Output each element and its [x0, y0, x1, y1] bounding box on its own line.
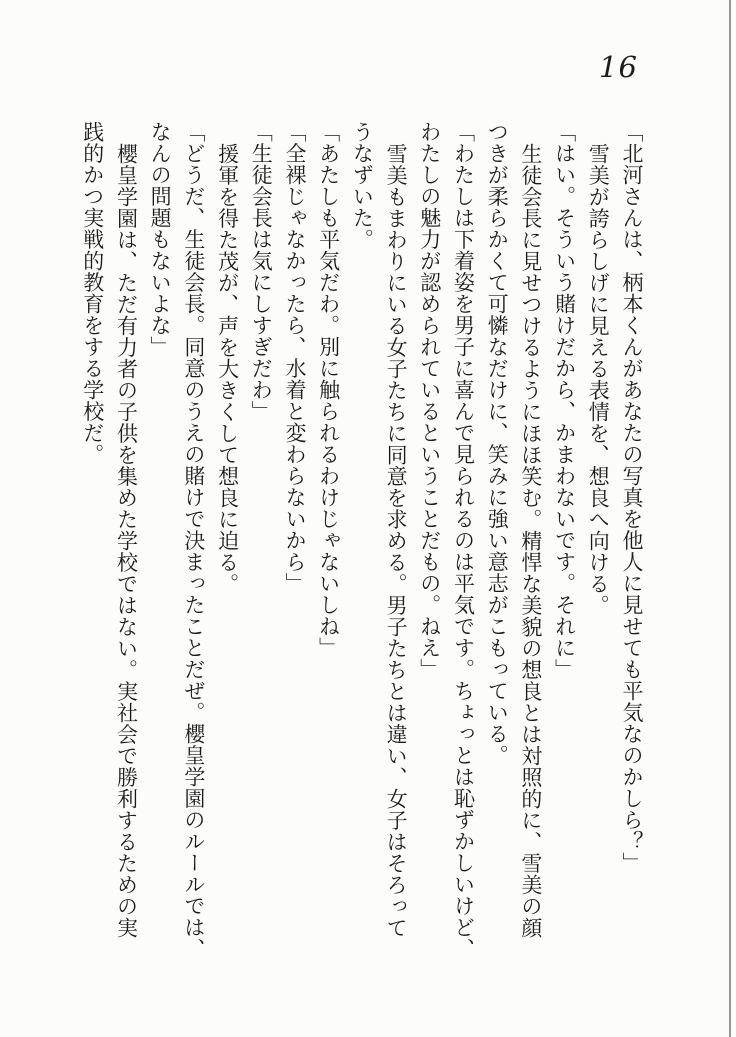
text-line: なんの問題もないよな」: [148, 121, 173, 358]
text-line: 「あたしも平気だわ。別に触られるわけじゃないしね」: [316, 121, 341, 659]
vertical-text-block: [75, 121, 648, 959]
text-line: 雪美もまわりにいる女子たちに同意を求める。男子たちとは違い、女子はそろって: [384, 142, 409, 938]
text-line: 「わたしは下着姿を男子に喜んで見られるのは平気です。ちょっとは恥ずかしいけど、: [451, 121, 476, 960]
text-line: つきが柔らかくて可憐なだけに、笑みに強い意志がこもっている。: [485, 121, 510, 766]
page-edge-divider: [729, 0, 731, 1037]
text-line: 「北河さんは、柄本くんがあなたの写真を他人に見せても平気なのかしら？」: [620, 121, 644, 874]
text-line: 「はい。そういう賭けだから、かまわないです。それに」: [552, 121, 577, 680]
text-line: 櫻皇学園は、ただ有力者の子供を集めた学校ではない。実社会で勝利するための実: [114, 142, 139, 938]
text-line: 「どうだ、生徒会長。同意のうえの賭けで決まったことだぜ。櫻皇学園のルールでは、: [181, 121, 206, 960]
page-number: 16: [599, 50, 638, 84]
text-line: 援軍を得た茂が、声を大きくして想良に迫る。: [215, 142, 240, 594]
text-line: 「全裸じゃなかったら、水着と変わらないから」: [282, 121, 307, 594]
text-line: 生徒会長に見せつけるようにほほ笑む。精悍な美貌の想良とは対照的に、雪美の顔: [518, 142, 543, 938]
text-line: 雪美が誇らしげに見える表情を、想良へ向ける。: [586, 142, 611, 616]
text-line: わたしの魅力が認められているということだもの。ねえ」: [417, 121, 442, 680]
text-line: うなずいた。: [350, 121, 375, 250]
text-line: 「生徒会長は気にしすぎだわ」: [249, 121, 274, 422]
text-line: 践的かつ実戦的教育をする学校だ。: [80, 121, 105, 465]
